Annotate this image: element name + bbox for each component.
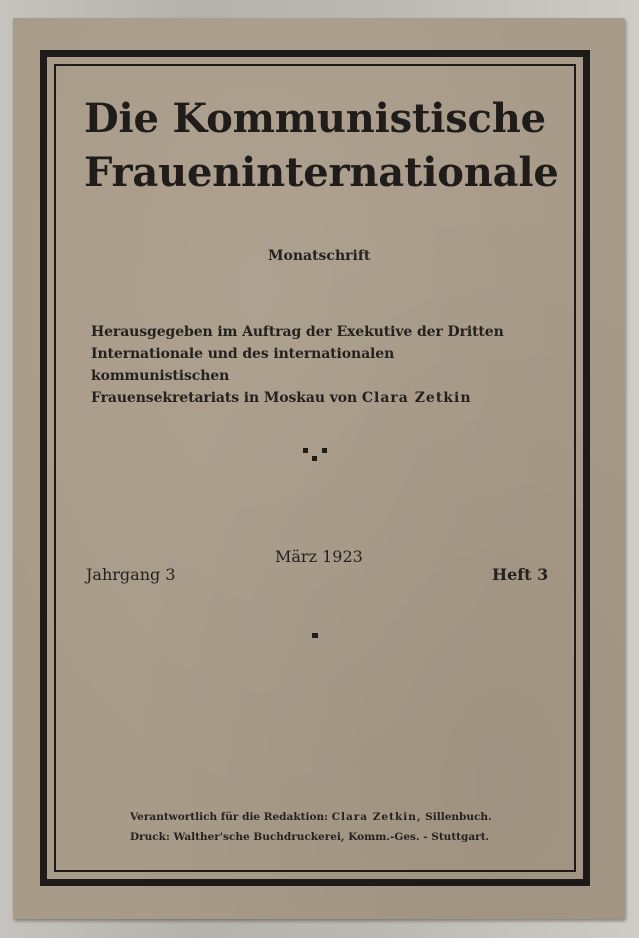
publisher-name: Clara Zetkin — [361, 390, 472, 406]
publisher-line-3 — [91, 387, 531, 409]
imprint-editor-place: Sillenbuch. — [425, 811, 492, 823]
cover-subtitle: Monatschrift — [268, 248, 371, 264]
publisher-line-2: Internationale und des internationalen kommunistischen — [91, 346, 395, 384]
title-line-1: Die Kommunistische — [84, 95, 546, 142]
volume-number: Jahrgang 3 — [86, 565, 176, 584]
publisher-statement — [91, 321, 531, 409]
title-line-2: Fraueninternationale — [84, 149, 559, 196]
imprint-editor — [130, 807, 520, 827]
imprint-printer: Druck: Walther'sche Buchdruckerei, Komm.-Ges. - Stuttgart. — [130, 831, 490, 843]
issue-date: März 1923 — [275, 547, 363, 566]
imprint-editor-name: Clara Zetkin, — [331, 811, 422, 823]
publisher-line-1: Herausgegeben im Auftrag der Exekutive der Dritten — [91, 324, 504, 340]
publisher-line-3-prefix: Frauensekretariats in Moskau von — [91, 390, 358, 406]
imprint — [130, 807, 520, 847]
divider-dot-icon — [312, 633, 318, 638]
ornament-icon — [301, 446, 329, 464]
issue-number: Heft 3 — [492, 565, 549, 584]
imprint-editor-prefix: Verantwortlich für die Redaktion: — [130, 811, 328, 823]
cover-title — [84, 92, 564, 200]
